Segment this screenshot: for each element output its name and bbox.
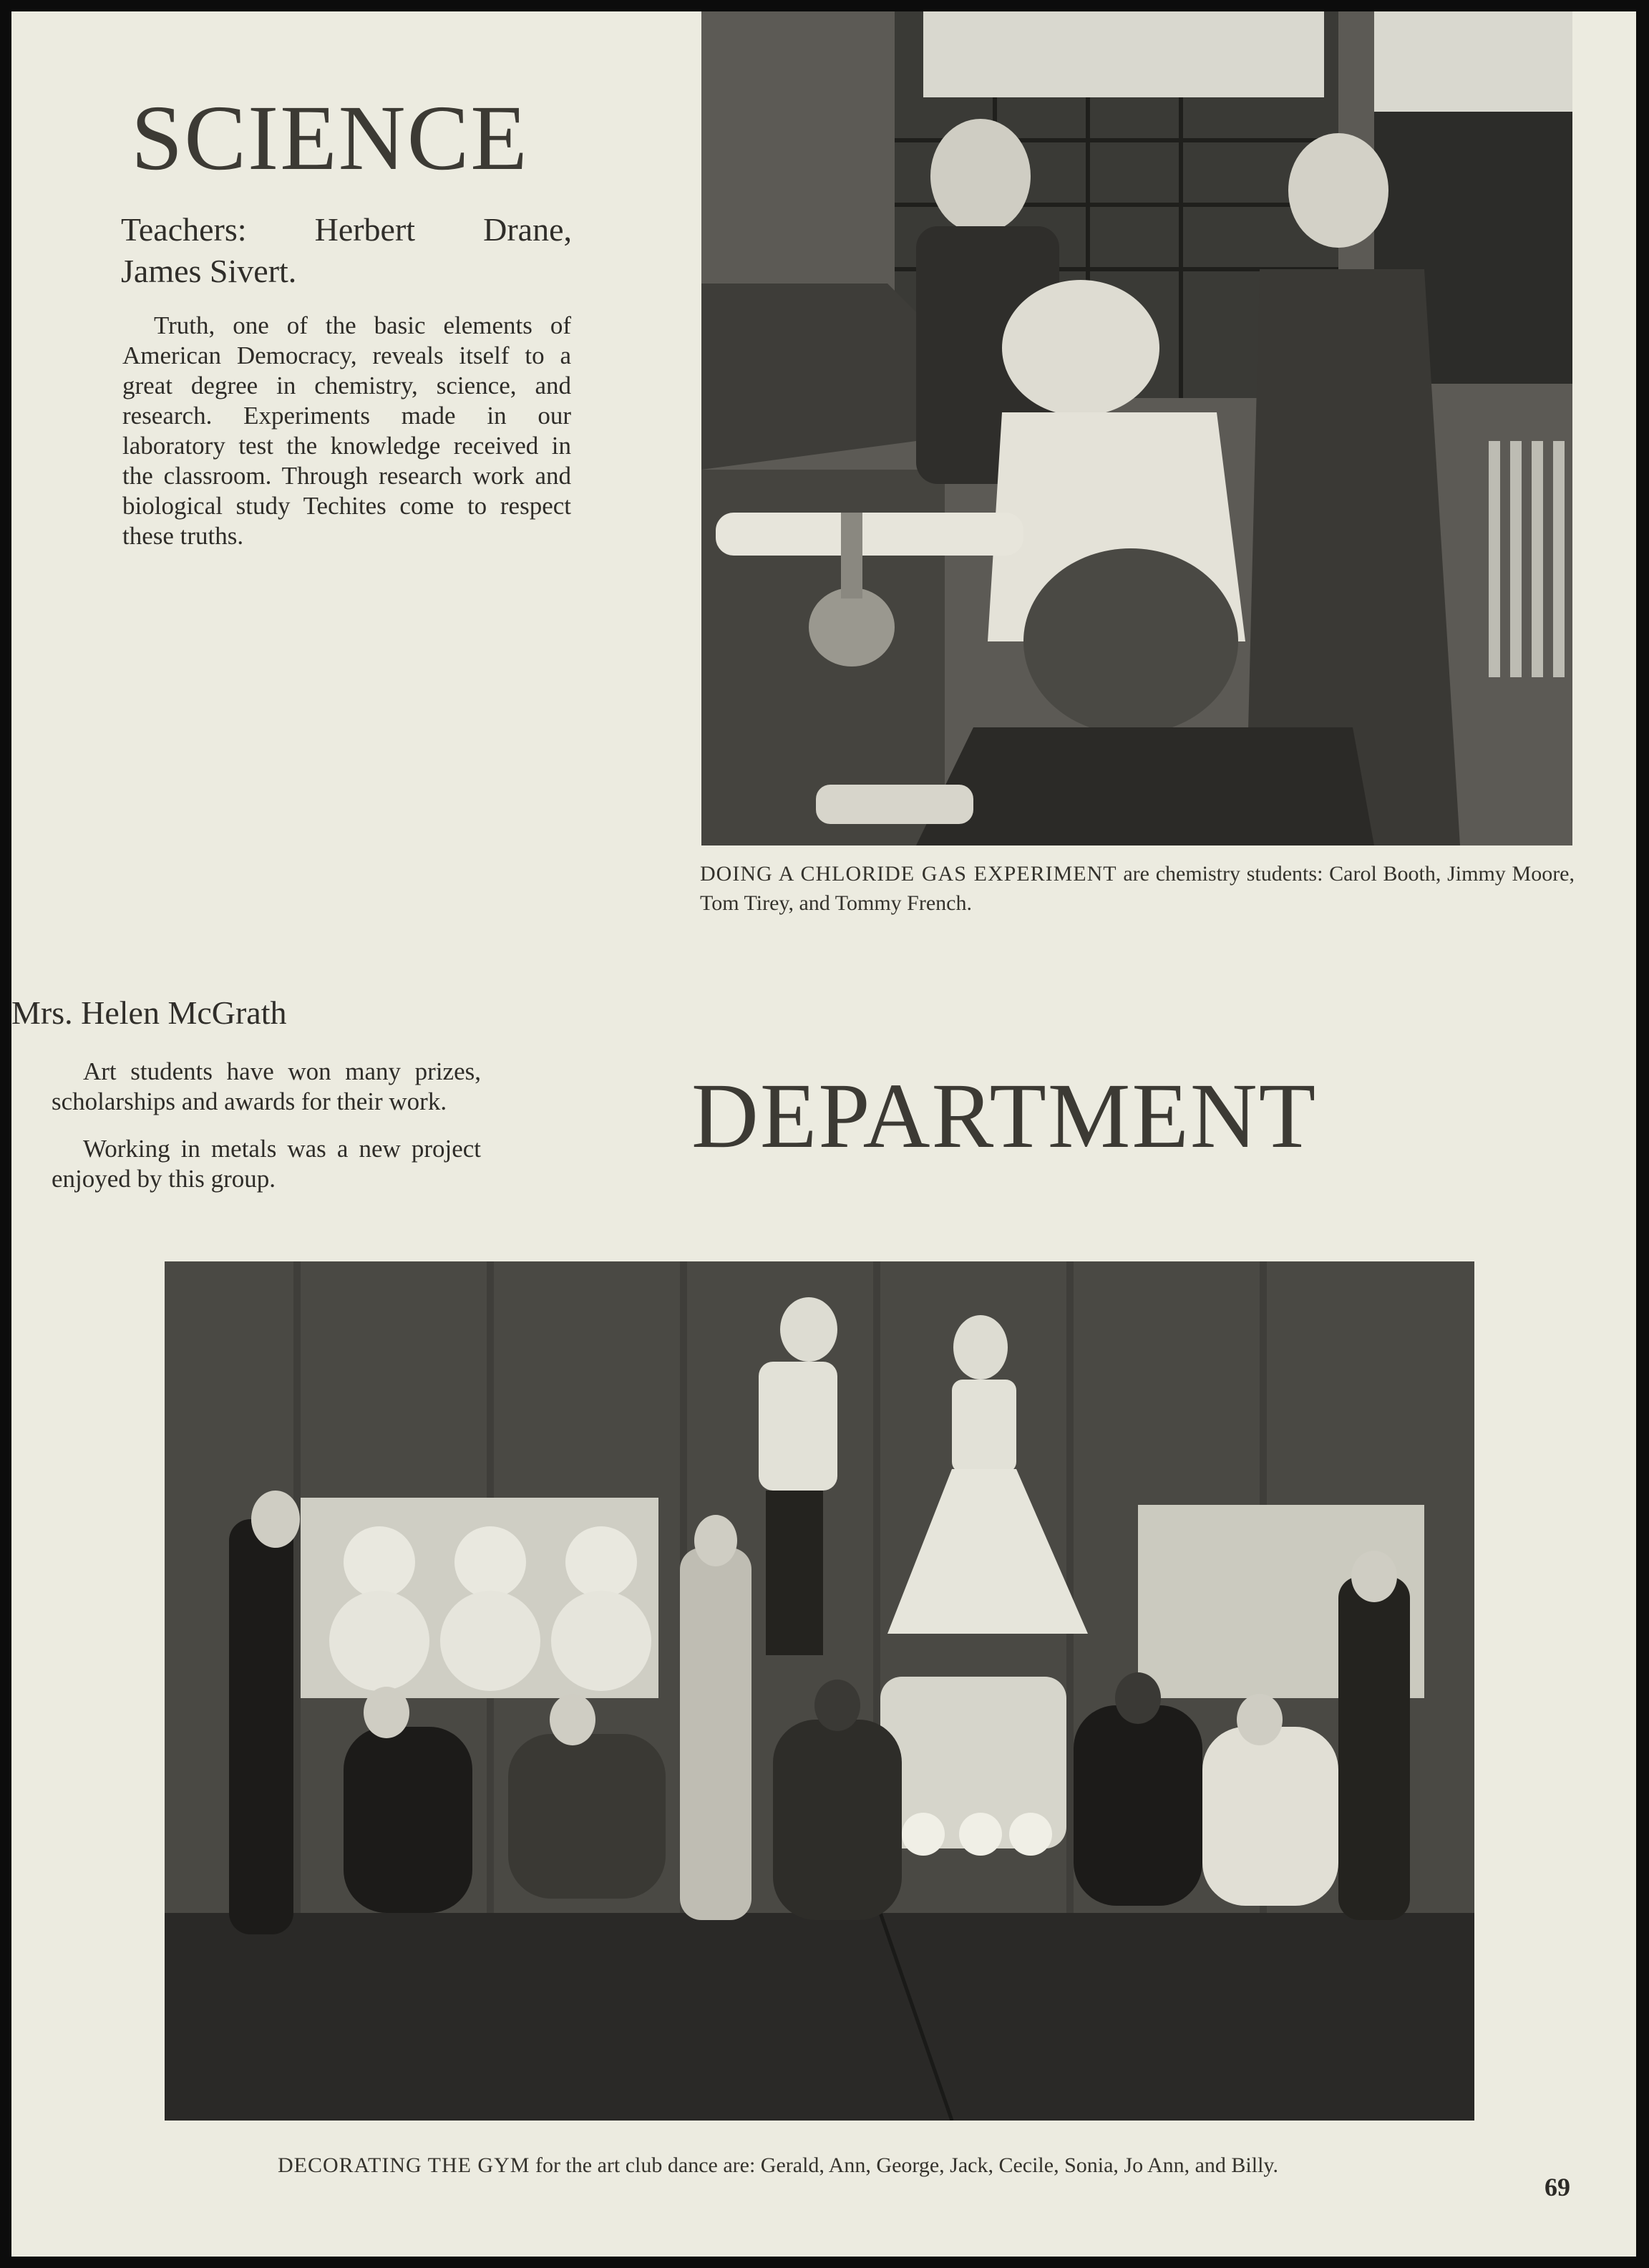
gym-photo-caption xyxy=(278,2151,1380,2180)
yearbook-page xyxy=(11,11,1636,2257)
department-heading: DEPARTMENT xyxy=(691,1065,1318,1168)
caption-rest: for the art club dance are: Gerald, Ann, George, Jack, Cecile, Sonia, Jo Ann, and Billy. xyxy=(530,2153,1278,2177)
science-teachers xyxy=(121,209,572,292)
caption-lead: DOING A CHLORIDE GAS EXPERIMENT xyxy=(700,862,1117,886)
art-paragraph-2: Working in metals was a new project enjoyed by this group. xyxy=(52,1135,481,1193)
teachers-line-2: James Sivert. xyxy=(121,253,297,289)
caption-rest: are chemistry students: Carol Booth, Jimmy Moore, Tom Tirey, and Tommy French. xyxy=(700,862,1575,915)
gym-decorating-photo-image xyxy=(165,1261,1474,2121)
science-body-text: Truth, one of the basic elements of American Democracy, reveals itself to a great degree in chemistry, science, and research. Experiments made in our laboratory test the knowledge received in the classroom. Through research work and biological study Techites come to respect these truths. xyxy=(122,311,571,550)
art-body xyxy=(52,1057,481,1194)
page-number: 69 xyxy=(1545,2173,1570,2201)
chemistry-photo-caption xyxy=(700,859,1575,918)
art-paragraph-1: Art students have won many prizes, scholarships and awards for their work. xyxy=(52,1057,481,1115)
caption-lead: DECORATING THE GYM xyxy=(278,2153,530,2177)
art-teacher-name: Mrs. Helen McGrath xyxy=(11,994,287,1031)
gym-decorating-photo xyxy=(165,1261,1474,2121)
science-heading: SCIENCE xyxy=(131,87,529,190)
chemistry-lab-photo-image xyxy=(701,11,1572,845)
teachers-line-1: Teachers: Herbert Drane, xyxy=(121,211,572,248)
chemistry-lab-photo xyxy=(701,11,1572,845)
